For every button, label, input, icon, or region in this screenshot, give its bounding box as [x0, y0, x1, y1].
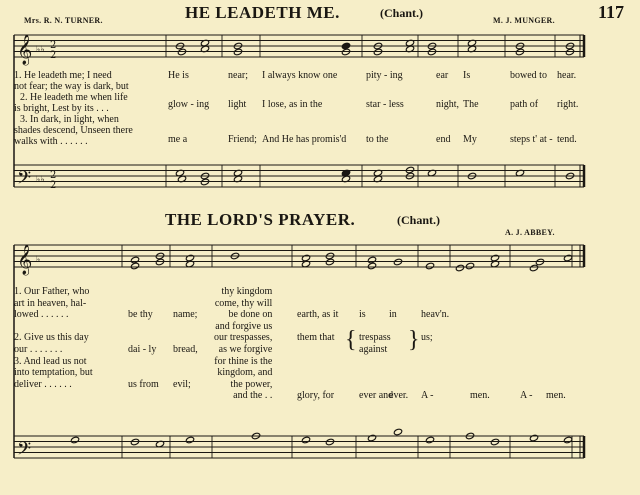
song2-col-b: name; bread, evil; [173, 309, 198, 390]
song1-verse-cell: light [228, 99, 247, 110]
svg-text:2: 2 [50, 170, 57, 181]
song1-verse-cell: glow - ing [168, 99, 210, 110]
song1-verse-cell: end [436, 134, 451, 145]
song2-col-a: be thy dai - ly us from [128, 309, 159, 390]
brace-icon: { [345, 327, 357, 353]
intro-line: shades descend, Unseen there [14, 125, 133, 136]
song1-verse-cell: steps t' at - [510, 134, 553, 145]
page-number: 117 [598, 2, 625, 22]
song1-verse-cell: bowed to [510, 70, 547, 81]
song1-verse-cell: right. [557, 99, 579, 110]
svg-text:♭♭: ♭♭ [36, 175, 45, 185]
svg-text:𝄞: 𝄞 [17, 245, 33, 275]
song1-verse-cell: night, [436, 99, 460, 110]
song1-verse-cell: hear. [557, 70, 577, 81]
intro-line: 2. He leadeth me when life [20, 92, 128, 103]
song1-verse-cell: near; [228, 70, 248, 81]
song2-col-c: thy kingdom come, thy will be done on and forgive us our trespasses, as we forgive for thine is the kingdom, and the power, and the . . [214, 286, 273, 402]
song2-col-i: A - [520, 390, 533, 402]
song2-col-e: is trespass against ever and [359, 309, 394, 402]
song1-verse-cell: ear [436, 70, 449, 81]
song1-verse-cell: He is [168, 70, 189, 81]
song1-verse-cell: pity - ing [366, 70, 403, 81]
song1-verse-cell: My [463, 134, 477, 145]
brace-icon: } [408, 327, 420, 353]
intro-line: walks with . . . . . . [14, 136, 88, 147]
intro-line: not fear; the way is dark, but [14, 81, 129, 92]
song1-verse-cell: path of [510, 99, 539, 110]
song2-col-h: men. [470, 390, 490, 402]
song1-intro [14, 70, 133, 147]
song1-verse-cell: to the [366, 134, 389, 145]
svg-text:𝄞: 𝄞 [17, 35, 33, 65]
svg-text:♭♭: ♭♭ [36, 45, 45, 55]
song1-verse-cell: star - less [366, 99, 404, 110]
song1-title: HE LEADETH ME. [185, 3, 340, 22]
intro-line: is bright, Lest by its . . . [14, 103, 109, 114]
svg-text:𝄢: 𝄢 [17, 168, 32, 193]
song1-author: Mrs. R. N. TURNER. [24, 16, 103, 25]
song2-col-j: men. [546, 390, 566, 402]
svg-text:𝄢: 𝄢 [17, 439, 32, 464]
svg-text:♭: ♭ [36, 255, 41, 265]
song2-title: THE LORD'S PRAYER. [165, 210, 356, 229]
song1-composer: M. J. MUNGER. [493, 16, 555, 25]
song2-col-f: in ever. [389, 309, 409, 402]
song1-verse-cell: I lose, as in the [262, 99, 323, 110]
svg-text:2: 2 [50, 180, 57, 191]
song1-verse-cell: I always know one [262, 70, 338, 81]
song2-subtitle: (Chant.) [397, 213, 441, 227]
song1-verse-cell: The [463, 99, 479, 110]
song1-verse-cell: tend. [557, 134, 577, 145]
song1-verse-cell: Friend; [228, 134, 257, 145]
svg-text:2: 2 [50, 50, 57, 61]
song2-col-d: earth, as it them that glory, for [297, 309, 339, 402]
song2-composer: A. J. ABBEY. [505, 228, 555, 237]
song1-subtitle: (Chant.) [380, 6, 424, 20]
song2-col-g: heav'n. us; A - [421, 309, 450, 402]
intro-line: 3. In dark, in light, when [20, 114, 119, 125]
svg-text:2: 2 [50, 40, 57, 51]
intro-line: 1. He leadeth me; I need [14, 70, 112, 81]
song1-verse-cell: And He has promis'd [262, 134, 347, 145]
song1-verse-cell: Is [463, 70, 471, 81]
song2-intro: 1. Our Father, who art in heaven, hal- lowed . . . . . . 2. Give us this day our . . . . . . . 3. And lead us not into temptation, but deliver . . . . . . [14, 286, 93, 390]
song1-verse-cell: me a [168, 134, 188, 145]
